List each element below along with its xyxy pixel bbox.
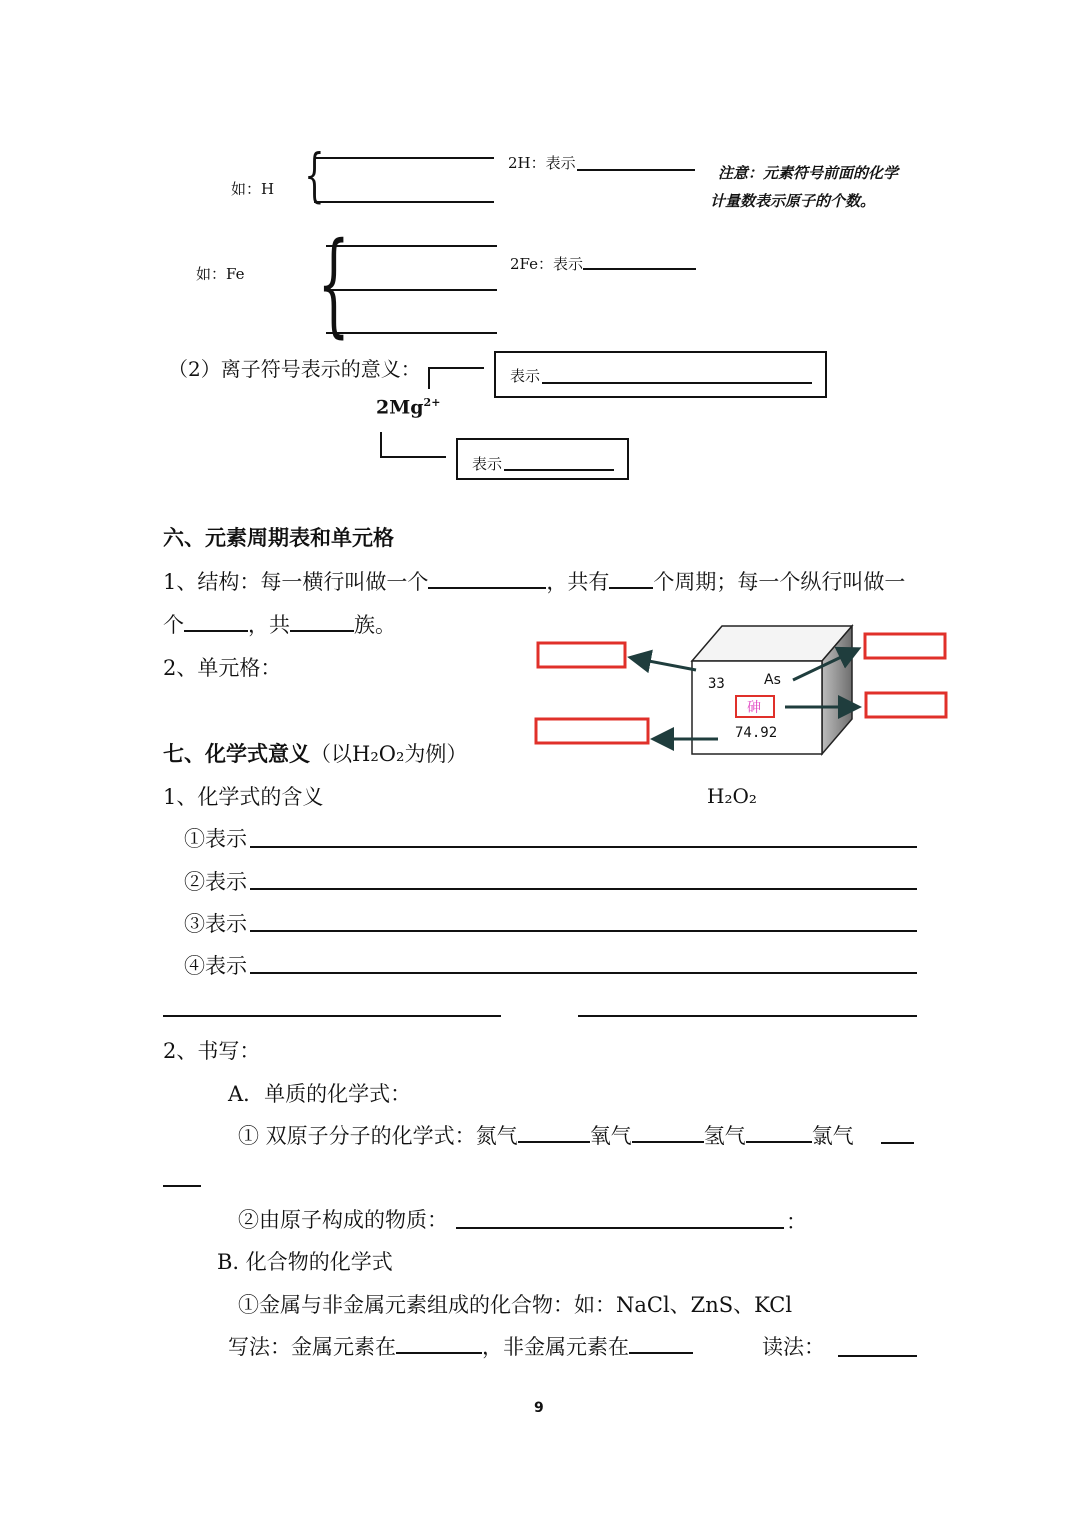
cell-symbol: As — [764, 672, 781, 688]
atomic-substance-blank[interactable] — [456, 1227, 784, 1229]
cell-red-box-top-left[interactable] — [538, 643, 625, 667]
ion-bottom-box-label: 表示 — [472, 455, 503, 473]
extra-blank-right[interactable] — [578, 1015, 917, 1017]
writing-row — [228, 1331, 693, 1361]
meaning-item-4: ④表示 — [184, 954, 247, 978]
page-number: 9 — [534, 1400, 544, 1416]
fe-2fe-label: 2Fe：表示 — [510, 255, 584, 273]
element-cell-diagram — [530, 620, 960, 760]
ion-heading: （2）离子符号表示的意义： — [168, 357, 421, 381]
h-2h-blank[interactable] — [577, 169, 695, 171]
section6-q2: 2、单元格： — [163, 656, 282, 680]
fe-blank-1[interactable] — [326, 245, 497, 247]
q1-blank-period-count[interactable] — [609, 569, 653, 589]
writing-part1: 写法：金属元素在 — [228, 1335, 396, 1359]
cell-red-box-top-right[interactable] — [865, 634, 945, 658]
meaning-blank-2[interactable] — [250, 888, 917, 890]
q1-blank-group-name[interactable] — [184, 612, 248, 632]
ion-connector-bottom-v — [380, 432, 382, 456]
ion-connector-top-v — [428, 367, 430, 389]
section7-title-text: 七、化学式意义 — [163, 741, 310, 766]
h-blank-1[interactable] — [314, 157, 494, 159]
cell-red-box-bottom-left[interactable] — [536, 719, 648, 743]
chlorine-label: 氯气 — [811, 1124, 854, 1148]
reading-blank[interactable] — [838, 1355, 917, 1357]
ion-bottom-box — [456, 438, 629, 480]
h-brace: { — [304, 141, 325, 209]
diatomic-label: ① 双原子分子的化学式： — [238, 1124, 476, 1148]
q1-part1: 1、结构：每一横行叫做一个 — [163, 570, 429, 594]
formula-center: H₂O₂ — [707, 784, 757, 808]
atomic-substance-label: ②由原子构成的物质： — [238, 1208, 448, 1232]
fe-blank-2[interactable] — [326, 289, 497, 291]
reading-label: 读法： — [762, 1335, 825, 1359]
meaning-blank-1[interactable] — [250, 846, 917, 848]
fe-blank-3[interactable] — [326, 332, 497, 334]
section7-title — [163, 738, 467, 768]
section7-title-formula: H₂O₂ — [352, 742, 405, 766]
section7-title-paren-open: （以 — [310, 742, 352, 766]
metal-position-blank[interactable] — [396, 1334, 482, 1354]
fe-2fe-blank[interactable] — [583, 268, 696, 270]
h-example-label: 如：H — [231, 180, 275, 198]
q1-line2-part3: 族。 — [354, 613, 396, 637]
cell-mass: 74.92 — [735, 725, 778, 741]
oxygen-blank[interactable] — [632, 1123, 704, 1143]
ion-formula-text: 2Mg — [376, 396, 424, 419]
meaning-item-1: ①表示 — [184, 827, 247, 851]
q1-blank-group-count[interactable] — [290, 612, 354, 632]
section7-q1: 1、化学式的含义 — [163, 785, 324, 809]
writing-part2: ，非金属元素在 — [482, 1335, 629, 1359]
section7-q2: 2、书写： — [163, 1039, 261, 1063]
fe-example-label: 如：Fe — [196, 265, 245, 283]
meaning-blank-3[interactable] — [250, 930, 917, 932]
ion-top-box — [494, 351, 827, 398]
q1-part2: ，共有 — [546, 570, 610, 594]
ion-charge: 2+ — [423, 396, 441, 409]
h-blank-2[interactable] — [314, 201, 494, 203]
hydrogen-label: 氢气 — [703, 1124, 746, 1148]
q1-line2-part2: ，共 — [248, 613, 290, 637]
section6-q1 — [163, 566, 905, 596]
q1-blank-period-name[interactable] — [428, 569, 546, 589]
note-line-2: 计量数表示原子的个数。 — [710, 192, 876, 210]
meaning-item-2: ②表示 — [184, 870, 247, 894]
single-substance-label: A．单质的化学式： — [228, 1082, 412, 1106]
meaning-item-3: ③表示 — [184, 912, 247, 936]
oxygen-label: 氧气 — [589, 1124, 632, 1148]
note-line-1: 注意：元素符号前面的化学 — [718, 164, 899, 182]
ion-top-box-label: 表示 — [510, 367, 541, 385]
meaning-blank-4[interactable] — [250, 972, 917, 974]
ion-top-blank[interactable] — [542, 382, 812, 384]
nitrogen-label: 氮气 — [475, 1124, 518, 1148]
ion-bottom-blank[interactable] — [504, 469, 614, 471]
ion-connector-bottom-h — [380, 456, 446, 458]
q1-part3: 个周期；每一个纵行叫做一 — [653, 570, 906, 594]
metal-nonmetal-label: ①金属与非金属元素组成的化合物：如：NaCl、ZnS、KCl — [238, 1293, 793, 1317]
section6-title: 六、元素周期表和单元格 — [163, 525, 394, 550]
section6-q1-line2 — [163, 609, 396, 639]
hydrogen-blank[interactable] — [746, 1123, 812, 1143]
extra-blank-left[interactable] — [163, 1015, 501, 1017]
h-2h-label: 2H：表示 — [508, 154, 576, 172]
nonmetal-position-blank[interactable] — [629, 1334, 693, 1354]
q1-line2-part1: 个 — [163, 613, 184, 637]
compound-label: B. 化合物的化学式 — [217, 1250, 393, 1274]
chlorine-blank-continued[interactable] — [163, 1185, 201, 1187]
atomic-substance-end: ： — [786, 1210, 807, 1234]
diatomic-row — [238, 1120, 854, 1150]
nitrogen-blank[interactable] — [518, 1123, 590, 1143]
fe-brace: { — [317, 219, 350, 349]
cell-name: 砷 — [747, 700, 761, 716]
ion-connector-top-h — [428, 367, 484, 369]
cell-atomic-number: 33 — [708, 676, 725, 692]
cell-red-box-bottom-right[interactable] — [866, 693, 946, 717]
ion-formula — [376, 396, 440, 418]
chlorine-blank[interactable] — [881, 1142, 914, 1144]
arrow-to-atomic-number — [633, 658, 696, 670]
section7-title-paren-close: 为例） — [404, 742, 468, 766]
